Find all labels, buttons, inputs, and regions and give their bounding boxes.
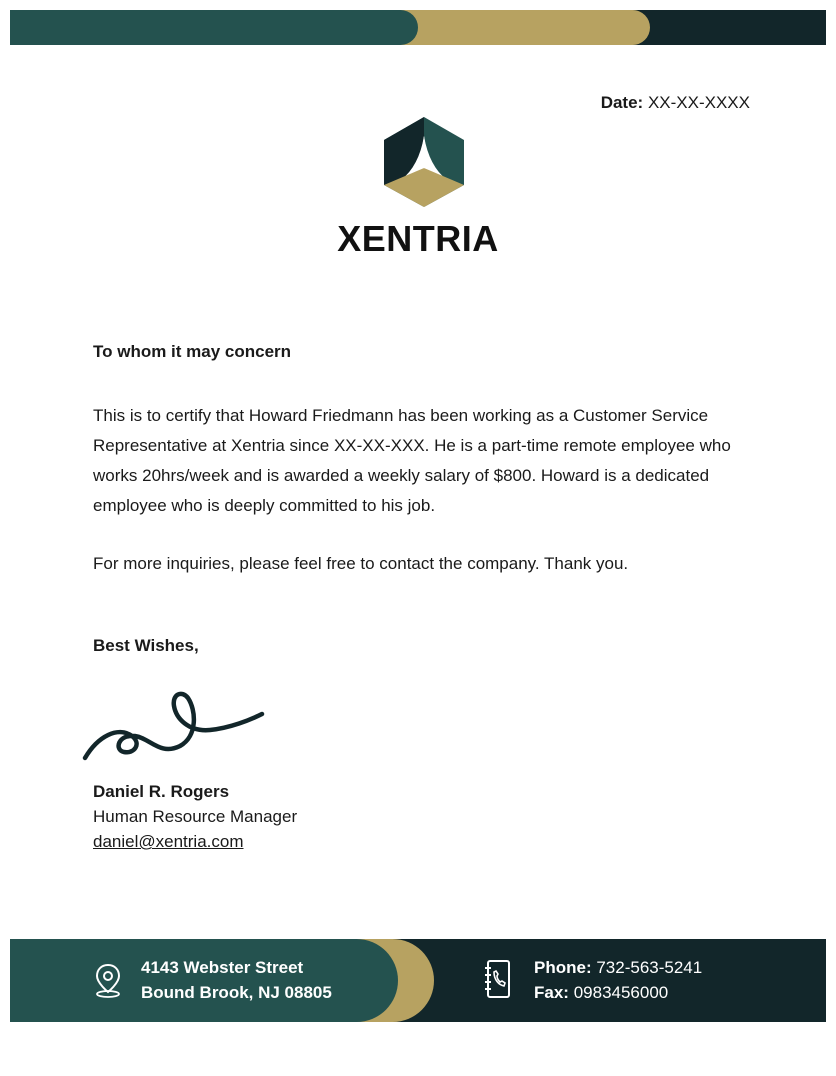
fax-label: Fax: bbox=[534, 983, 569, 1002]
footer-address bbox=[141, 955, 332, 1005]
signer-email-link[interactable]: daniel@xentria.com bbox=[93, 832, 244, 851]
footer-contact bbox=[534, 955, 702, 1005]
body-paragraph-2: For more inquiries, please feel free to contact the company. Thank you. bbox=[93, 554, 629, 573]
signer-name: Daniel R. Rogers bbox=[93, 782, 230, 801]
footer-band bbox=[10, 939, 826, 1022]
location-pin-icon bbox=[94, 963, 122, 999]
fax-line bbox=[534, 980, 702, 1005]
signature-image bbox=[80, 688, 270, 766]
company-name: XENTRIA bbox=[337, 218, 499, 259]
hexagon-logo-icon bbox=[383, 116, 465, 208]
date-line bbox=[601, 93, 750, 113]
phone-line bbox=[534, 955, 702, 980]
header-band-teal bbox=[10, 10, 418, 45]
greeting: To whom it may concern bbox=[93, 342, 292, 361]
phone-value: 732-563-5241 bbox=[596, 958, 703, 977]
phone-label: Phone: bbox=[534, 958, 592, 977]
date-label: Date: bbox=[600, 93, 644, 112]
fax-value: 0983456000 bbox=[573, 983, 669, 1002]
phone-book-icon bbox=[482, 958, 512, 1000]
address-line-2: Bound Brook, NJ 08805 bbox=[141, 983, 332, 1002]
closing: Best Wishes, bbox=[93, 636, 199, 655]
signer-title: Human Resource Manager bbox=[93, 807, 298, 826]
date-value: XX-XX-XXXX bbox=[647, 93, 750, 112]
header-band bbox=[10, 10, 826, 45]
body-paragraph-1: This is to certify that Howard Friedmann has been working as a Customer Service Representative at Xentria since XX-XX-XXX. He is a part-time remote employee who works 20hrs/week and is awarded a weekly salary of $800. Howard is a dedicated employee who is deeply committed to his job. bbox=[93, 406, 731, 515]
address-line-1: 4143 Webster Street bbox=[141, 958, 304, 977]
